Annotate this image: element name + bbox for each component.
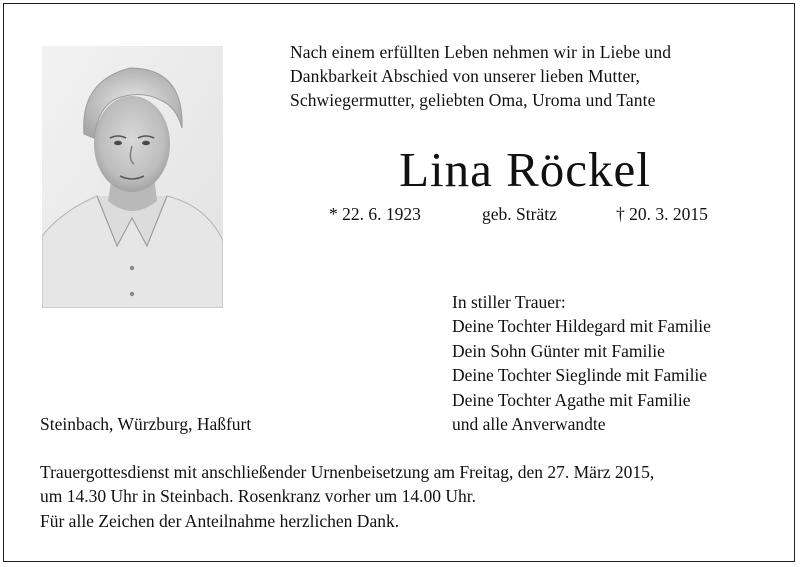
- places-line: Steinbach, Würzburg, Haßfurt: [40, 414, 252, 434]
- mourners-list: [452, 290, 782, 436]
- mourner-entry: und alle Anverwandte: [452, 414, 606, 435]
- service-line: um 14.30 Uhr in Steinbach. Rosenkranz vorher um 14.00 Uhr.: [40, 486, 476, 507]
- service-info: [40, 460, 780, 533]
- service-line: Trauergottesdienst mit anschließender Urnenbeisetzung am Freitag, den 27. März 2015,: [40, 462, 655, 482]
- intro-line: Schwiegermutter, geliebten Oma, Uroma und Tante: [290, 90, 656, 110]
- portrait-photo: [42, 46, 223, 308]
- mourner-entry: Dein Sohn Günter mit Familie: [452, 340, 665, 361]
- death-date: † 20. 3. 2015: [616, 204, 708, 224]
- maiden-name: geb. Strätz: [482, 204, 557, 224]
- service-line: Für alle Zeichen der Anteilnahme herzlichen Dank.: [40, 510, 400, 531]
- mourners-heading: In stiller Trauer:: [452, 292, 566, 312]
- intro-text: [290, 40, 770, 112]
- portrait-photo-drawing: [42, 46, 223, 308]
- intro-line: Dankbarkeit Abschied von unserer lieben Mutter,: [290, 66, 641, 86]
- deceased-name: Lina Röckel: [399, 142, 651, 197]
- intro-line: Nach einem erfüllten Leben nehmen wir in Liebe und: [290, 42, 672, 62]
- mourner-entry: Deine Tochter Agathe mit Familie: [452, 389, 691, 410]
- mourner-entry: Deine Tochter Sieglinde mit Familie: [452, 365, 708, 386]
- mourner-entry: Deine Tochter Hildegard mit Familie: [452, 316, 711, 337]
- birth-date: * 22. 6. 1923: [329, 204, 421, 224]
